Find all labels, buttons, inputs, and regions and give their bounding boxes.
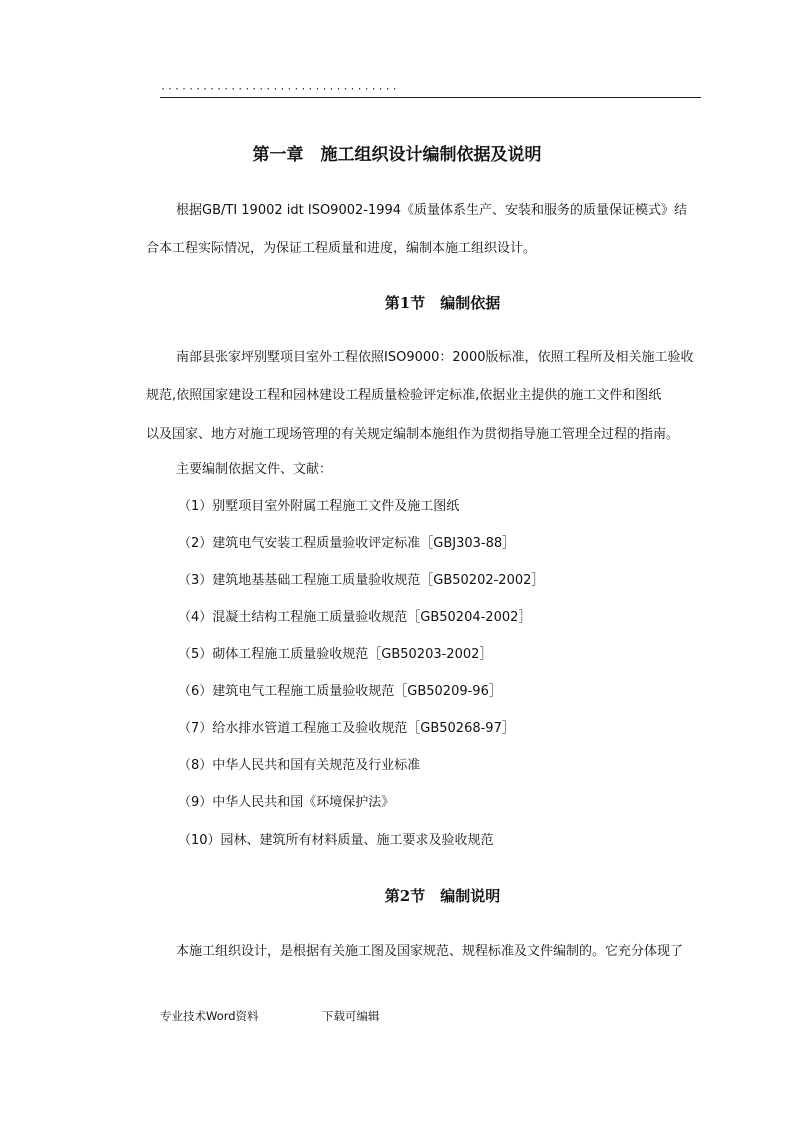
list-item: （3）建筑地基基础工程施工质量验收规范［GB50202-2002］ [178,573,545,588]
section-1-para-line-2: 规范,依照国家建设工程和园林建设工程质量检验评定标准,依据业主提供的施工文件和图纸 [146,388,662,403]
list-item: （2）建筑电气安装工程质量验收评定标准［GBJ303-88］ [178,536,516,551]
list-item: （1）别墅项目室外附属工程施工文件及施工图纸 [178,499,460,514]
header-rule [160,97,701,98]
section-2-title: 第2节 编制说明 [384,887,501,905]
chapter-title: 第一章 施工组织设计编制依据及说明 [252,145,542,165]
list-item: （7）给水排水管道工程施工及验收规范［GB50268-97］ [178,721,515,736]
section-2-para-line-1: 本施工组织设计，是根据有关施工图及国家规范、规程标准及文件编制的。它充分体现了 [176,944,684,959]
list-item: （4）混凝土结构工程施工质量验收规范［GB50204-2002］ [178,610,532,625]
list-item: （5）砌体工程施工质量验收规范［GB50203-2002］ [178,647,493,662]
list-item: （10）园林、建筑所有材料质量、施工要求及验收规范 [178,833,494,848]
section-1-para-line-1: 南部县张家坪别墅项目室外工程依照ISO9000：2000版标准，依照工程所及相关施工验收 [176,350,694,365]
section-1-title: 第1节 编制依据 [384,294,501,312]
footer-right-text: 下载可编辑 [322,1009,380,1023]
section-1-para-line-3: 以及国家、地方对施工现场管理的有关规定编制本施组作为贯彻指导施工管理全过程的指南。 [146,427,680,442]
intro-line-1: 根据GB/TI 19002 idt ISO9002-1994《质量体系生产、安装和服务的质量保证模式》结 [176,203,688,218]
list-item: （6）建筑电气工程施工质量验收规范［GB50209-96］ [178,684,502,699]
footer-left-text: 专业技术Word资料 [160,1009,259,1023]
list-item: （8）中华人民共和国有关规范及行业标准 [178,758,421,773]
header-dotted-leader: ·································· [160,84,399,95]
intro-line-2: 合本工程实际情况，为保证工程质量和进度，编制本施工组织设计。 [146,241,537,256]
list-item: （9）中华人民共和国《环境保护法》 [178,795,395,810]
list-heading: 主要编制依据文件、文献： [176,462,333,477]
